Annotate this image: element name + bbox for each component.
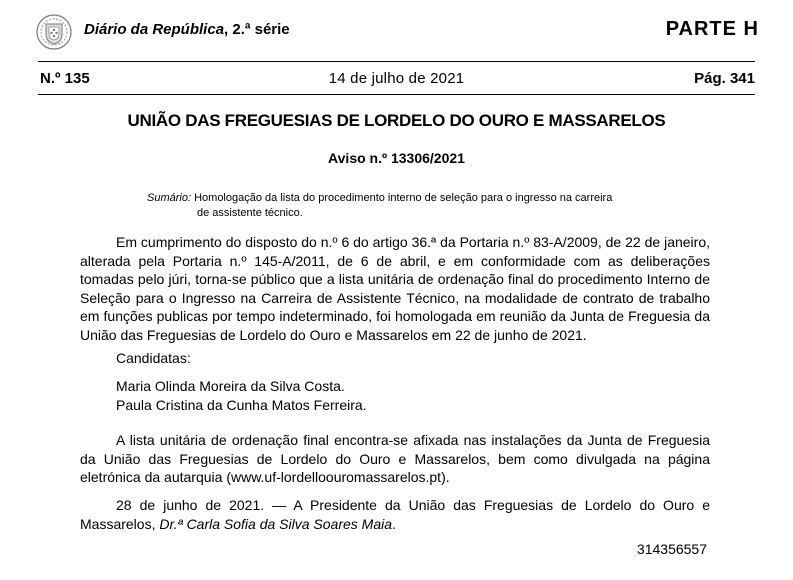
document-code: 314356557 xyxy=(636,541,707,557)
journal-name: Diário da República xyxy=(84,21,225,38)
header-rule-bottom xyxy=(38,94,755,95)
closing-end: . xyxy=(392,515,396,532)
journal-series: , 2.ª série xyxy=(224,21,290,38)
entity-title: UNIÃO DAS FREGUESIAS DE LORDELO DO OURO E MASSARELOS xyxy=(127,111,666,130)
header-rule-top xyxy=(38,61,755,62)
summary-line-1: Homologação da lista do procedimento interno de seleção para o ingresso na carreira xyxy=(194,192,613,204)
part-label: PARTE H xyxy=(665,18,759,40)
summary-line-2: de assistente técnico. xyxy=(197,207,303,219)
issue-number: N.º 135 xyxy=(40,70,90,87)
candidate-item: Maria Olinda Moreira da Silva Costa. xyxy=(116,378,345,394)
page-number: Pág. 341 xyxy=(694,70,755,87)
journal-title xyxy=(84,21,290,38)
notice-title: Aviso n.º 13306/2021 xyxy=(328,150,465,166)
republic-emblem-icon xyxy=(36,14,72,50)
paragraph-announcement: Em cumprimento do disposto do n.º 6 do artigo 36.ª da Portaria n.º 83-A/2009, de 22 de janeiro, alterada pela Portaria n.º 145-A/2011, de 6 de abril, e em conformidade com as deliberações tomadas pelo júri, torna-se público que a lista unitária de ordenação final do procedimento Interno de Seleção para o Ingresso na Carreira de Assistente Técnico, na modalidade de contrato de trabalho em funções publicas por tempo indeterminado, foi homologada em reunião da Junta de Freguesia da União das Freguesias de Lordelo do Ouro e Massarelos em 22 de junho de 2021. xyxy=(80,234,710,343)
candidate-item: Paula Cristina da Cunha Matos Ferreira. xyxy=(116,397,367,413)
paragraph-publication: A lista unitária de ordenação final encontra-se afixada nas instalações da Junta de Freguesia da União das Freguesias de Lordelo do Ouro e Massarelos, bem como divulgada na página eletrónica da autarquia (www.uf-lordelloouromassarelos.pt). xyxy=(80,432,710,485)
signatory-name: Dr.ª Carla Sofia da Silva Soares Maia xyxy=(159,515,393,532)
summary-label: Sumário: xyxy=(147,192,192,204)
issue-date: 14 de julho de 2021 xyxy=(328,70,465,87)
summary xyxy=(147,191,667,221)
candidates-heading: Candidatas: xyxy=(116,350,191,366)
closing-text: 28 de junho de 2021. — A Presidente da União das Freguesias de Lordelo do Ouro e Massarelos, xyxy=(80,497,710,532)
paragraph-signature xyxy=(80,496,710,533)
